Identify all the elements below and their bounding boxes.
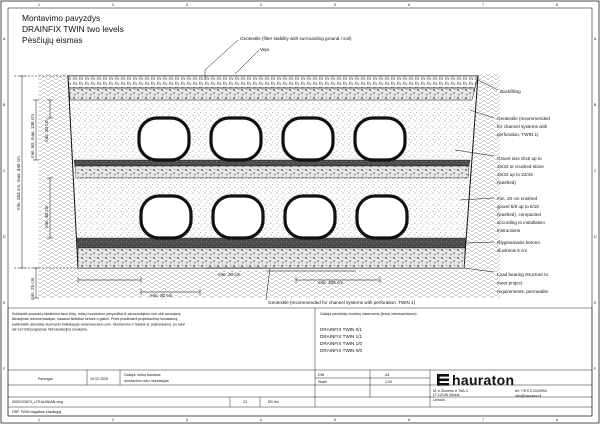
label-geotextile-right: for channel systems with [497,124,548,129]
backfilling-layer [69,88,475,100]
description-line2: montavimo rūšo mondavijas [124,379,169,383]
drawing-number: 0000123870_LITHUANIAN.dwg [12,400,63,404]
dim-min30-mid: min. 30 cm [44,205,49,228]
grid-col-label: 2 [112,3,114,7]
lower-leveling-concrete [77,238,466,248]
label-leveling: sluoksnis 5 cm [497,248,528,253]
label-geotextile-bottom: Geotextile (recommended for channel systems with perforation, TWIN 1) [268,300,416,305]
label-leveling: Išlyginamasis betono [497,240,540,245]
product-item: DRAINFIX TWIN 0/0 [320,348,363,353]
grid-row-label: F [594,367,597,371]
label-load-bearing: requirements, permeable [497,289,549,294]
phone: tel: +370 5 2020994 [515,389,547,393]
label-gravel: 16/32 up to 22/45 [497,172,533,177]
label-geotextile-top: Geotextile (filter stability with surrounding ground / soil) [240,36,352,41]
address-line3: Lietuva [433,398,445,402]
products-heading: Galioja paviršinių nuotekų sistemoms (tinkaį informaciniame): [320,312,418,316]
grid-col-label: 5 [334,418,336,422]
channel-lower-3 [285,196,335,238]
note-line: als turi būti jungiamas hidroizoliacijos sluoksnis. [12,327,88,332]
grid-row-label: A [594,37,597,41]
grid-col-label: 7 [482,3,484,7]
channel-lower-1 [141,196,191,238]
grid-row-label: B [3,103,6,107]
drawing-title-line3: Pėsčiųjų eismas [22,35,83,45]
dim-total-height: min. 264 cm, max. 340 cm [16,156,21,210]
grid-col-label: 2 [112,418,114,422]
footer-text: DRF TWIN bagaikse zasdlugig [12,410,62,414]
address-line2: LT-12106 Vilnius [433,393,460,397]
grid-row-label: E [3,301,6,305]
grid-col-label: 1 [38,418,40,422]
lower-base-gravel [78,248,465,268]
label-gravel: Gravel size 8/16 up to [497,156,542,161]
title-block-note [12,312,185,332]
dim-min30-h1: min. 30 cm [150,293,173,298]
channel-lower-2 [213,196,263,238]
grid-col-label: 3 [186,3,188,7]
label-backfilling: Backfilling [500,89,521,94]
din-value: A4 [385,373,390,377]
product-list [320,327,362,353]
upper-base-gravel [75,166,469,178]
label-load-bearing: meet project [497,280,523,286]
dim-min30-top: min. 30 cm [44,119,49,142]
grid-row-label: C [3,169,6,173]
grid-col-label: 7 [482,418,484,422]
grid-row-label: D [3,235,6,239]
grid-row-label: A [3,37,6,41]
label-geotextile-right: perforation, TWIN 1) [497,132,539,137]
product-item: DRAINFIX TWIN 0/1 [320,327,363,332]
product-item: DRAINFIX TWIN 1/0 [320,341,363,346]
channel-upper-1 [139,118,189,160]
grid-col-label: 5 [334,3,336,7]
label-min-gravel: according to installation [497,220,546,225]
hauraton-logo [437,372,514,388]
channel-lower-4 [357,196,407,238]
right-labels [497,116,550,294]
dim-min25: min. 25 cm [30,277,35,300]
channel-upper-4 [355,118,405,160]
grid-col-label: 4 [260,418,262,422]
scale-label: Skalė [318,380,327,384]
grid-col-label: 3 [186,418,188,422]
logo-mark-icon [437,374,449,386]
dim-min30-h2: min. 30 cm [218,272,241,277]
grid-col-label: 8 [556,3,558,7]
grid-row-label: E [594,301,597,305]
dim-upper-height: min. 60, max. 136 cm [30,114,35,158]
grid-col-label: 4 [260,3,262,7]
date-value: 19.02.2025 [90,377,108,381]
label-geotextile-right: Geotextile (recommended [497,116,550,121]
grid-row-label: B [594,103,597,107]
label-min-gravel: (washed), compacted [497,212,541,217]
scale-value: 1:20 [385,380,392,384]
note-line: patikrinkite aktualias duomenis tinklalapyje www.hauraton.com. Montavimo ir tataluk ar pasirenkamų, po latal [12,322,185,327]
grid-col-label: 8 [556,418,558,422]
brand-name: hauraton [452,372,515,388]
label-min-gravel: gravel 5/8 up to 8/16 [497,204,539,209]
grid-row-label: F [3,367,6,371]
drawing-title-line1: Montavimo pavyzdys [22,13,101,23]
email: info@hauraton.lt [515,394,542,398]
grid-row-label: C [594,169,597,173]
product-item: DRAINFIX TWIN 1/1 [320,334,363,339]
dim-min106: min. 106 cm [318,280,344,285]
din-label: DIN [318,373,325,377]
grid-row-label: D [594,235,597,239]
upper-leveling-concrete [74,160,470,166]
description-line1: Galioja: mūsų bandose [124,373,161,377]
sheet-number: 13 [243,400,247,404]
grid-col-label: 6 [408,3,410,7]
grid-col-label: 1 [38,3,40,7]
label-gravel: (washed) [497,180,516,185]
note-line: Kuidiantis produktų tobulinimo tavo būtų, mūsų montavimo pavyzdžiai iė akonuodojimo nen ukė amuojami. [12,312,182,316]
label-load-bearing: Load bearing structure to [497,272,549,277]
grid-col-label: 6 [408,418,410,422]
label-min-gravel: instructions [497,228,521,233]
channel-upper-2 [211,118,261,160]
address-line1: M. e Žumene e 78A-3 [433,389,468,393]
label-min-gravel: min. 20 cm crushed [497,196,538,201]
note-line: Atnaujinas rekomendacijas, naaanoi išdėstiai netuek a galine. Prieš pradėdami projektavimą montavimą, [12,317,179,322]
edition-label: EB Ilm [268,400,279,404]
topsoil-grass [68,76,478,88]
author-label: Parengta [38,377,53,381]
label-veja: Veja [260,47,269,52]
drawing-title-line2: DRAINFIX TWIN two levels [22,24,124,34]
label-gravel: 16/32 or crushed stone [497,164,544,169]
channel-upper-3 [283,118,333,160]
